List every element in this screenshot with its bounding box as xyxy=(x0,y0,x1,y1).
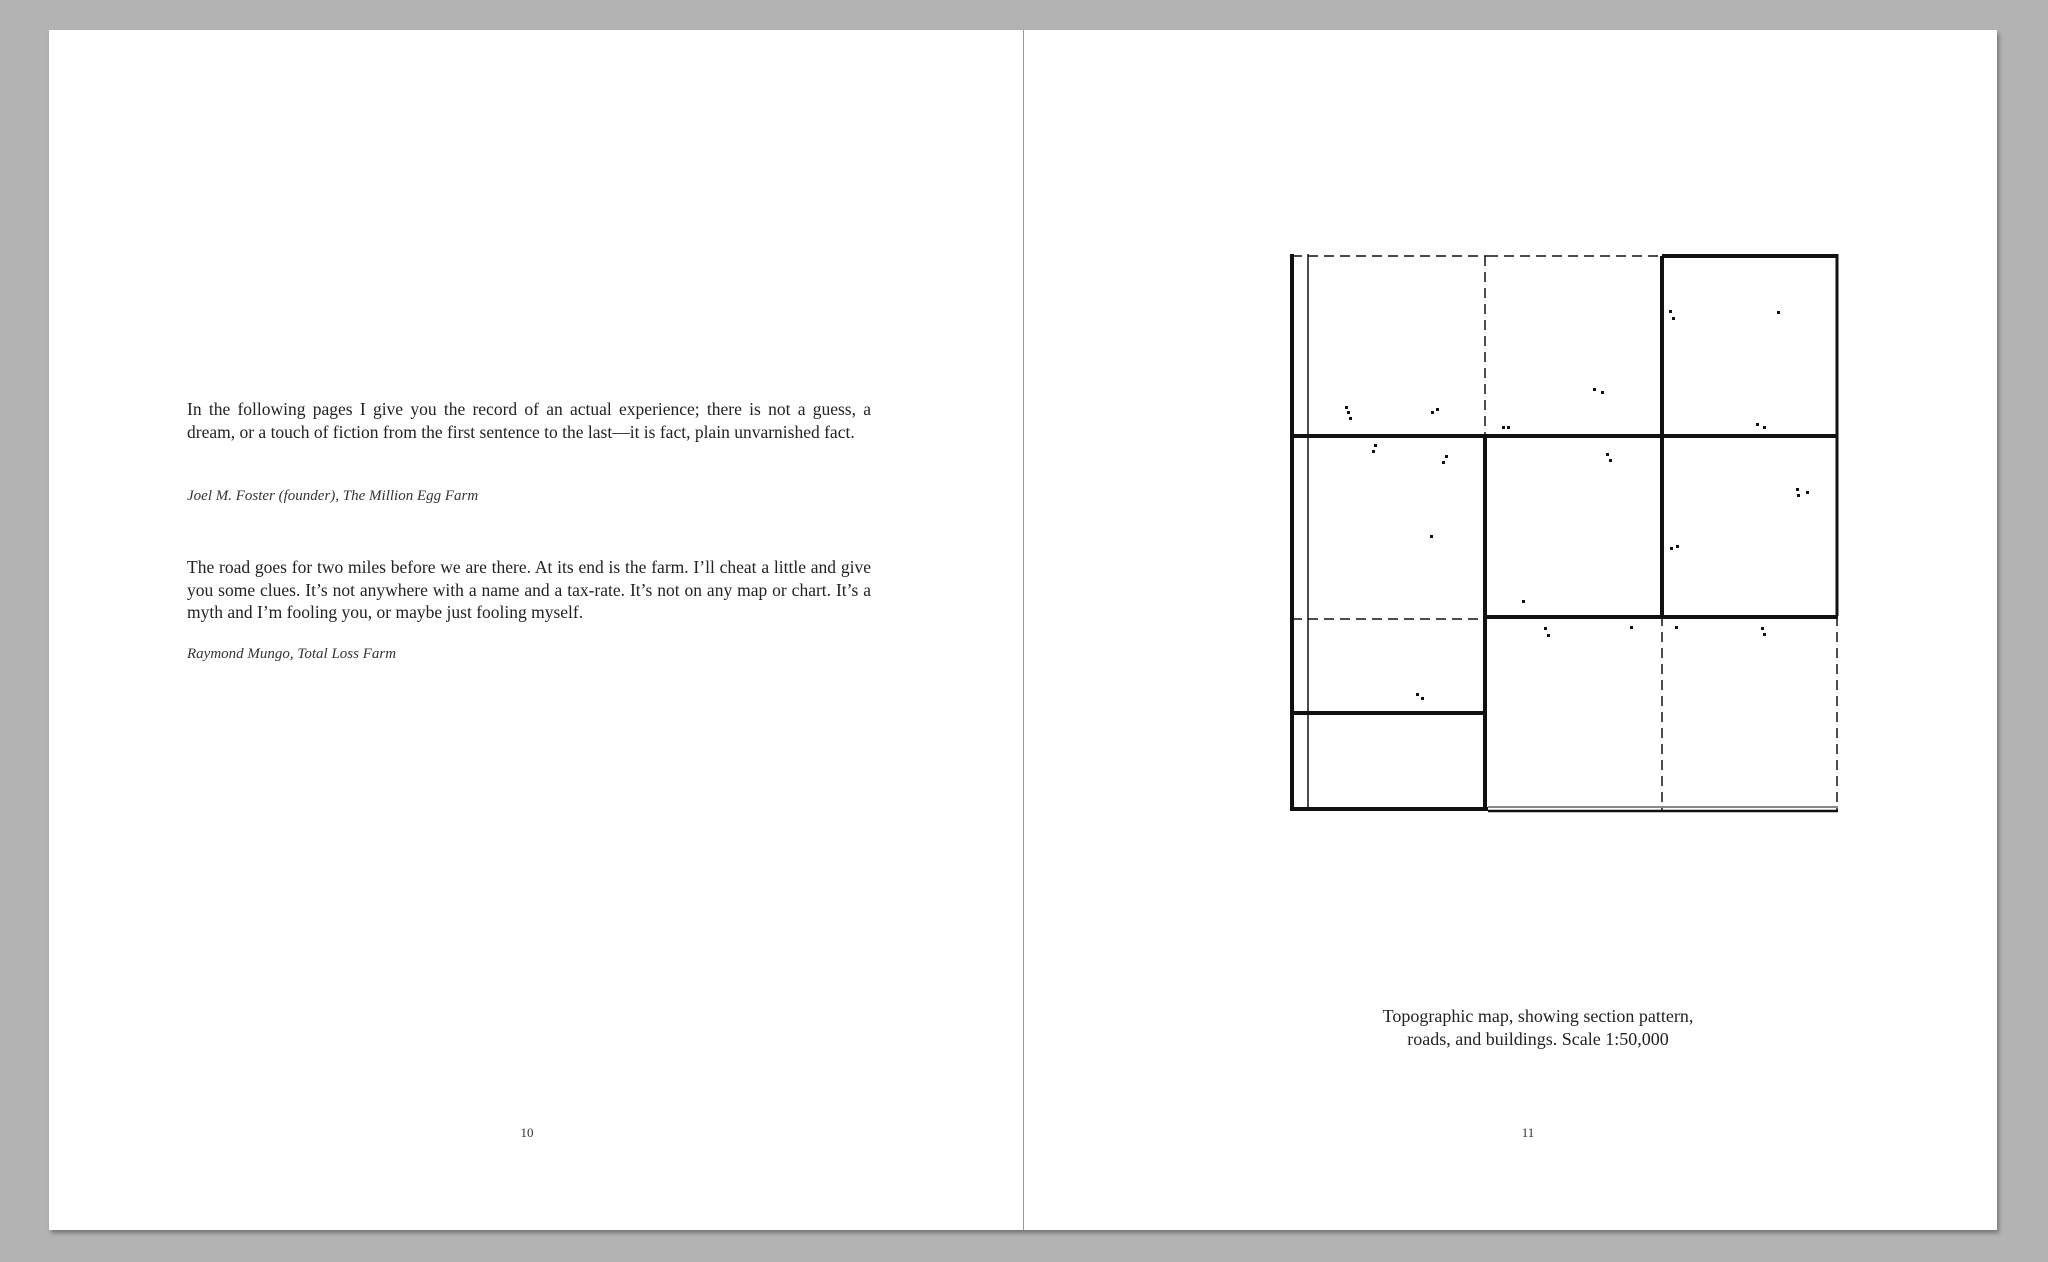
building-dot xyxy=(1756,423,1759,426)
epigraph-text: The road goes for two miles before we are there. At its end is the farm. I’ll cheat a little and give you some clues. It’s not anywhere with a name and a tax-rate. It’s not on any map or chart. It’s a myth and I’m fooling you, or maybe just fooling myself. xyxy=(187,557,871,622)
page-number-left: 10 xyxy=(520,1125,534,1140)
building-dot xyxy=(1609,459,1612,462)
building-dot xyxy=(1374,444,1377,447)
figure-caption xyxy=(1268,1005,1808,1051)
epigraph-source: Joel M. Foster (founder), The Million Egg Farm xyxy=(187,488,479,504)
building-dot xyxy=(1421,697,1424,700)
building-dot xyxy=(1669,310,1672,313)
right-page xyxy=(1024,30,1997,1230)
building-dot xyxy=(1601,391,1604,394)
epigraph-mungo xyxy=(187,556,871,662)
page-number-right: 11 xyxy=(1521,1125,1535,1140)
book-spread xyxy=(49,30,1997,1230)
epigraph-text: In the following pages I give you the record of an actual experience; there is not a guess, a dream, or a touch of fiction from the first sentence to the last—it is fact, plain unvarnished fact. xyxy=(187,399,871,442)
building-dot xyxy=(1670,547,1673,550)
building-dot xyxy=(1507,426,1510,429)
building-dot xyxy=(1431,411,1434,414)
building-dot xyxy=(1442,461,1445,464)
building-dot xyxy=(1547,634,1550,637)
building-dot xyxy=(1372,450,1375,453)
epigraph-source: Raymond Mungo, Total Loss Farm xyxy=(187,646,397,662)
building-dot xyxy=(1606,453,1609,456)
building-dot xyxy=(1430,535,1433,538)
building-dot xyxy=(1544,627,1547,630)
building-dot xyxy=(1593,388,1596,391)
epigraph-foster xyxy=(187,398,871,504)
building-dot xyxy=(1796,488,1799,491)
building-dot xyxy=(1347,411,1350,414)
building-dot xyxy=(1445,455,1448,458)
building-dot xyxy=(1761,627,1764,630)
building-dot xyxy=(1630,626,1633,629)
caption-line: Topographic map, showing section pattern, xyxy=(1382,1006,1694,1026)
building-dot xyxy=(1763,633,1766,636)
building-dot xyxy=(1416,693,1419,696)
building-dot xyxy=(1777,311,1780,314)
building-dot xyxy=(1345,406,1348,409)
building-dot xyxy=(1349,417,1352,420)
building-dot xyxy=(1797,494,1800,497)
building-dot xyxy=(1676,545,1679,548)
building-dot xyxy=(1675,626,1678,629)
building-dot xyxy=(1806,491,1809,494)
building-dot xyxy=(1672,317,1675,320)
building-dot xyxy=(1436,408,1439,411)
left-page xyxy=(49,30,1023,1230)
building-dot xyxy=(1522,600,1525,603)
map-buildings xyxy=(1345,310,1809,700)
topographic-map-figure xyxy=(1288,254,1848,814)
building-dot xyxy=(1763,426,1766,429)
building-dot xyxy=(1502,426,1505,429)
caption-line: roads, and buildings. Scale 1:50,000 xyxy=(1407,1029,1669,1049)
